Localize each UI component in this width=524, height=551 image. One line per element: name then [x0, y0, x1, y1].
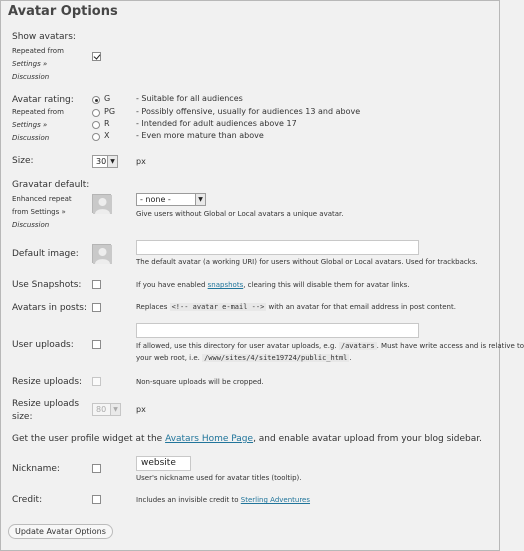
rating-radio-g[interactable] — [92, 96, 100, 104]
avatar-rating-sub3: Discussion — [12, 134, 50, 142]
user-uploads-desc2-after: . — [349, 354, 352, 362]
user-uploads-label: User uploads: — [12, 340, 74, 350]
rating-desc-pg: - Possibly offensive, usually for audiences 13 and above — [136, 107, 361, 116]
resize-uploads-label: Resize uploads: — [12, 377, 83, 387]
show-avatars-checkbox[interactable] — [92, 52, 101, 61]
widget-info-before: Get the user profile widget at the — [12, 434, 166, 444]
default-image-label: Default image: — [12, 249, 79, 259]
rating-desc-g: - Suitable for all audiences — [136, 94, 243, 103]
web-root-code: /www/sites/4/site19724/public_html — [204, 354, 348, 362]
show-avatars-sub1: Repeated from — [12, 47, 64, 55]
default-image-desc: The default avatar (a working URI) for users without Global or Local avatars. Used for trackbacks. — [136, 258, 478, 266]
rating-radio-pg[interactable] — [92, 109, 100, 117]
avatar-email-code: <!-- avatar e-mail --> — [171, 303, 265, 311]
avatar-rating-sub2: Settings » — [12, 121, 48, 129]
user-uploads-desc-line2 — [136, 354, 352, 362]
resize-size-value: 80 — [96, 405, 107, 414]
rating-desc-r: - Intended for adult audiences above 17 — [136, 119, 297, 128]
show-avatars-label: Show avatars: — [12, 32, 76, 42]
use-snapshots-label: Use Snapshots: — [12, 280, 82, 290]
chevron-down-icon: ▼ — [195, 194, 205, 205]
snapshots-link[interactable]: snapshots — [207, 281, 244, 289]
gravatar-default-sub1: Enhanced repeat — [12, 195, 72, 203]
avatars-in-posts-desc-before: Replaces — [136, 303, 170, 311]
widget-info-after: , and enable avatar upload from your blog sidebar. — [253, 434, 483, 444]
use-snapshots-checkbox[interactable] — [92, 280, 101, 289]
avatars-in-posts-desc-after: with an avatar for that email address in post content. — [266, 303, 456, 311]
user-uploads-input[interactable] — [136, 323, 419, 338]
use-snapshots-desc-after: , clearing this will disable them for avatar links. — [243, 281, 410, 289]
chevron-down-icon: ▼ — [107, 156, 117, 167]
user-uploads-desc2-before: your web root, i.e. — [136, 354, 203, 362]
default-image-input[interactable] — [136, 240, 419, 255]
resize-uploads-desc: Non-square uploads will be cropped. — [136, 378, 264, 386]
widget-info — [12, 434, 482, 444]
credit-desc — [136, 496, 310, 504]
rating-radio-r[interactable] — [92, 121, 100, 129]
gravatar-default-value: - none - — [140, 195, 171, 204]
show-avatars-sub3: Discussion — [12, 73, 50, 81]
resize-size-select[interactable] — [92, 403, 121, 416]
size-select[interactable] — [92, 155, 118, 168]
nickname-input[interactable]: website — [136, 456, 191, 471]
avatar-rating-sub1: Repeated from — [12, 108, 64, 116]
rating-code-pg: PG — [104, 107, 116, 116]
resize-uploads-size-label2: size: — [12, 412, 33, 422]
rating-code-r: R — [104, 119, 110, 128]
default-image-avatar — [92, 244, 111, 263]
rating-desc-x: - Even more mature than above — [136, 131, 264, 140]
rating-radio-x[interactable] — [92, 133, 100, 141]
avatar-rating-label: Avatar rating: — [12, 95, 74, 105]
avatars-in-posts-checkbox[interactable] — [92, 303, 101, 312]
size-unit: px — [136, 157, 146, 166]
user-uploads-desc1-before: If allowed, use this directory for user avatar uploads, e.g. — [136, 342, 339, 350]
use-snapshots-desc — [136, 281, 410, 289]
nickname-checkbox[interactable] — [92, 464, 101, 473]
credit-desc-before: Includes an invisible credit to — [136, 496, 241, 504]
person-silhouette-icon — [93, 195, 112, 214]
update-avatar-options-button[interactable]: Update Avatar Options — [8, 524, 113, 539]
page-title: Avatar Options — [8, 4, 118, 19]
credit-checkbox[interactable] — [92, 495, 101, 504]
resize-uploads-size-label1: Resize uploads — [12, 399, 80, 409]
gravatar-default-avatar — [92, 194, 111, 213]
size-value: 30 — [96, 157, 107, 166]
avatars-home-page-link[interactable]: Avatars Home Page — [165, 434, 254, 444]
person-silhouette-icon — [93, 245, 112, 264]
resize-uploads-checkbox[interactable] — [92, 377, 101, 386]
nickname-desc: User's nickname used for avatar titles (tooltip). — [136, 474, 302, 482]
use-snapshots-desc-before: If you have enabled — [136, 281, 208, 289]
size-label: Size: — [12, 156, 34, 166]
chevron-down-icon: ▼ — [110, 404, 120, 415]
sterling-adventures-link[interactable]: Sterling Adventures — [240, 496, 311, 504]
user-uploads-checkbox[interactable] — [92, 340, 101, 349]
credit-label: Credit: — [12, 495, 43, 505]
rating-code-x: X — [104, 131, 110, 140]
gravatar-default-desc: Give users without Global or Local avatars a unique avatar. — [136, 210, 344, 218]
nickname-label: Nickname: — [12, 464, 60, 474]
user-uploads-desc-line1 — [136, 342, 524, 350]
rating-code-g: G — [104, 94, 111, 103]
user-uploads-desc1-after: . Must have write access and is relative to — [376, 342, 524, 350]
gravatar-default-label: Gravatar default: — [12, 180, 90, 190]
gravatar-default-sub2: from Settings » — [12, 208, 66, 216]
gravatar-default-sub3: Discussion — [12, 221, 50, 229]
avatars-in-posts-desc — [136, 303, 456, 311]
resize-size-unit: px — [136, 405, 146, 414]
avatars-path-code: /avatars — [340, 342, 375, 350]
gravatar-default-select[interactable] — [136, 193, 206, 206]
show-avatars-sub2: Settings » — [12, 60, 48, 68]
avatars-in-posts-label: Avatars in posts: — [12, 303, 87, 313]
